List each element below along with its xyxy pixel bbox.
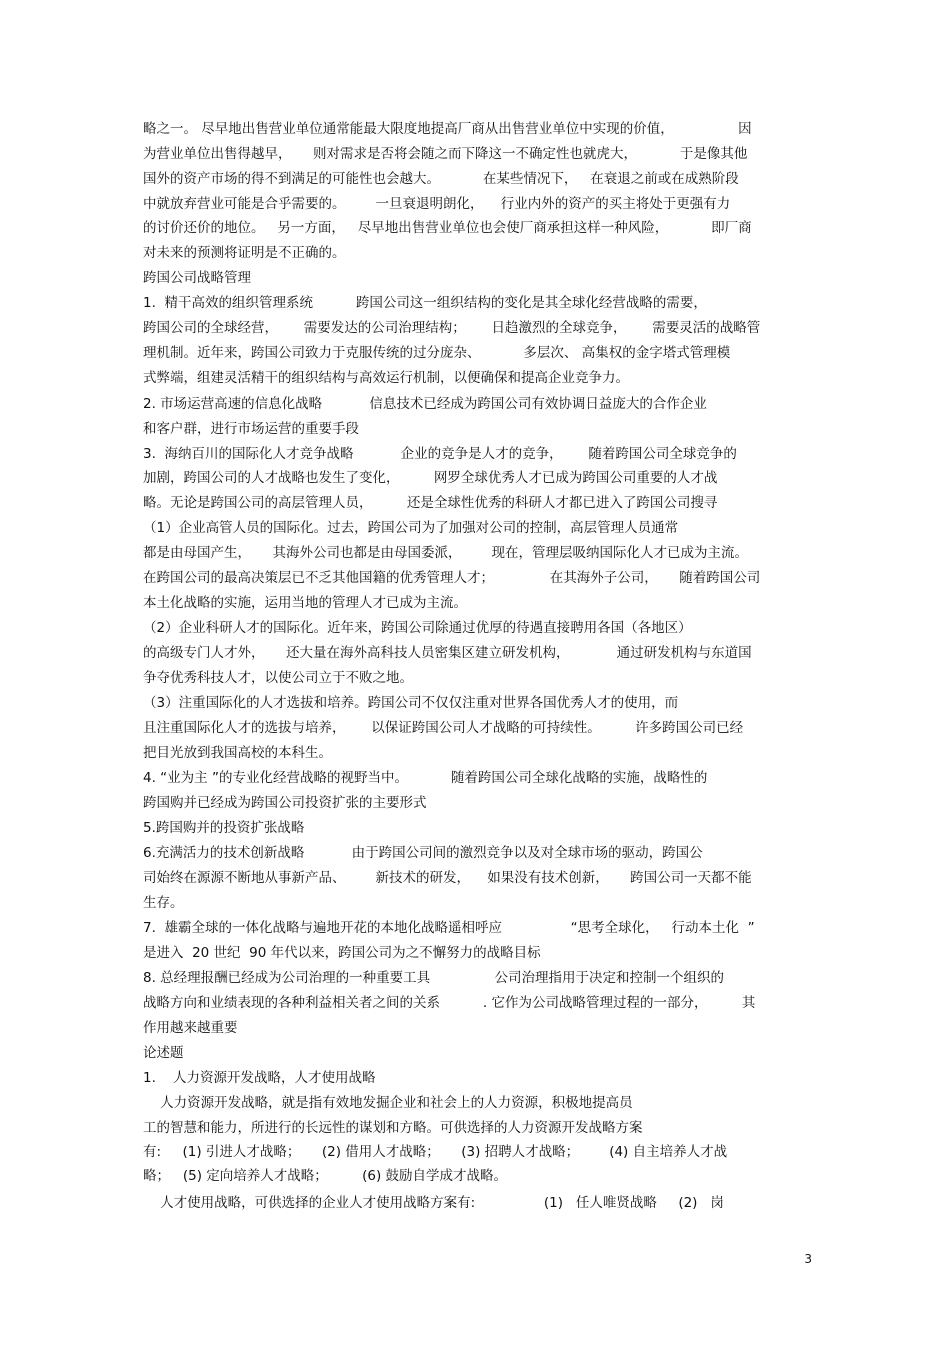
text-line: 加剧，跨国公司的人才战略也发生了变化， 网罗全球优秀人才已成为跨国公司重要的人才战 bbox=[143, 470, 718, 486]
text-line: 为营业单位出售得越早， 则对需求是否将会随之而下降这一不确定性也就虎大， 于是像其他 bbox=[143, 146, 748, 162]
text-line: 3. 海纳百川的国际化人才竞争战略 企业的竞争是人才的竞争， 随着跨国公司全球竞争的 bbox=[143, 446, 737, 462]
text-line: 和客户群，进行市场运营的重要手段 bbox=[143, 421, 359, 437]
text-line: 中就放弃营业可能是合乎需要的。 一旦衰退明朗化， 行业内外的资产的买主将处于更强有力 bbox=[143, 196, 731, 212]
text-line: 人才使用战略，可供选择的企业人才使用战略方案有: (1) 任人唯贤战略 (2) 岗 bbox=[143, 1195, 724, 1211]
section-heading: 论述题 bbox=[143, 1045, 184, 1061]
text-line: 作用越来越重要 bbox=[143, 1020, 238, 1036]
text-line: 国外的资产市场的得不到满足的可能性也会越大。 在某些情况下， 在衰退之前或在成熟阶段 bbox=[143, 171, 739, 187]
text-line: （2）企业科研人才的国际化。近年来，跨国公司除通过优厚的待遇直接聘用各国（各地区） bbox=[143, 620, 692, 636]
text-line: 战略方向和业绩表现的各种利益相关者之间的关系 . 它作为公司战略管理过程的一部分， 其 bbox=[143, 995, 756, 1011]
text-line: 5.跨国购并的投资扩张战略 bbox=[143, 820, 305, 836]
text-line: 且注重国际化人才的选拔与培养， 以保证跨国公司人才战略的可持续性。 许多跨国公司已经 bbox=[143, 720, 744, 736]
text-line: 有: (1) 引进人才战略； (2) 借用人才战略； (3) 招聘人才战略； (4) 自主培养人才战 bbox=[143, 1144, 728, 1160]
text-line: 2. 市场运营高速的信息化战略 信息技术已经成为跨国公司有效协调日益庞大的合作企业 bbox=[143, 396, 707, 412]
text-line: 跨国购并已经成为跨国公司投资扩张的主要形式 bbox=[143, 795, 427, 811]
text-line: 6.充满活力的技术创新战略 由于跨国公司间的激烈竞争以及对全球市场的驱动，跨国公 bbox=[143, 845, 703, 861]
text-line: 1. 人力资源开发战略，人才使用战略 bbox=[143, 1070, 376, 1086]
text-line: 跨国公司的全球经营， 需要发达的公司治理结构； 日趋激烈的全球竞争， 需要灵活的战略管 bbox=[143, 320, 761, 336]
text-line: 的讨价还价的地位。 另一方面， 尽早地出售营业单位也会使厂商承担这样一种风险， 即厂商 bbox=[143, 220, 752, 236]
text-line: 司始终在源源不断地从事新产品、 新技术的研发， 如果没有技术创新， 跨国公司一天都不能 bbox=[143, 870, 752, 886]
text-line: 争夺优秀科技人才，以使公司立于不败之地。 bbox=[143, 670, 413, 686]
text-line: 把目光放到我国高校的本科生。 bbox=[143, 745, 332, 761]
text-line: 是进入 20 世纪 90 年代以来，跨国公司为之不懈努力的战略目标 bbox=[143, 945, 541, 961]
text-line: 略之一。 尽早地出售营业单位通常能最大限度地提高厂商从出售营业单位中实现的价值， 因 bbox=[143, 121, 752, 137]
text-line: 8. 总经理报酬已经成为公司治理的一种重要工具 公司治理指用于决定和控制一个组织的 bbox=[143, 970, 725, 986]
text-line: 式弊端，组建灵活精干的组织结构与高效运行机制，以便确保和提高企业竞争力。 bbox=[143, 370, 629, 386]
text-line: 略； (5) 定向培养人才战略； (6) 鼓励自学成才战略。 bbox=[143, 1168, 508, 1184]
text-line: （3）注重国际化的人才选拔和培养。跨国公司不仅仅注重对世界各国优秀人才的使用，而 bbox=[143, 695, 679, 711]
text-line: 生存。 bbox=[143, 895, 184, 911]
text-line: 略。无论是跨国公司的高层管理人员， 还是全球性优秀的科研人才都已进入了跨国公司搜寻 bbox=[143, 495, 718, 511]
text-line: 都是由母国产生， 其海外公司也都是由母国委派， 现在，管理层吸纳国际化人才已成为主流。 bbox=[143, 545, 748, 561]
text-line: 7. 雄霸全球的一体化战略与遍地开花的本地化战略遥相呼应 “思考全球化， 行动本土化 ” bbox=[143, 920, 755, 936]
text-line: （1）企业高管人员的国际化。过去，跨国公司为了加强对公司的控制，高层管理人员通常 bbox=[143, 520, 679, 536]
page-number: 3 bbox=[804, 1252, 812, 1266]
text-line: 1. 精干高效的组织管理系统 跨国公司这一组织结构的变化是其全球化经营战略的需要， bbox=[143, 295, 707, 311]
text-line: 的高级专门人才外， 还大量在海外高科技人员密集区建立研发机构， 通过研发机构与东道国 bbox=[143, 645, 752, 661]
text-line: 工的智慧和能力，所进行的长远性的谋划和方略。可供选择的人力资源开发战略方案 bbox=[143, 1120, 643, 1136]
text-line: 对未来的预测将证明是不正确的。 bbox=[143, 245, 346, 261]
section-heading: 跨国公司战略管理 bbox=[143, 270, 251, 286]
text-line: 在跨国公司的最高决策层已不乏其他国籍的优秀管理人才； 在其海外子公司， 随着跨国公司 bbox=[143, 570, 761, 586]
text-line: 本土化战略的实施，运用当地的管理人才已成为主流。 bbox=[143, 595, 467, 611]
text-line: 人力资源开发战略，就是指有效地发掘企业和社会上的人力资源，积极地提高员 bbox=[143, 1095, 633, 1111]
text-line: 4. “业为主 ”的专业化经营战略的视野当中。 随着跨国公司全球化战略的实施，战略性的 bbox=[143, 770, 708, 786]
text-line: 理机制。近年来，跨国公司致力于克服传统的过分庞杂、 多层次、 高集权的金字塔式管理模 bbox=[143, 345, 731, 361]
